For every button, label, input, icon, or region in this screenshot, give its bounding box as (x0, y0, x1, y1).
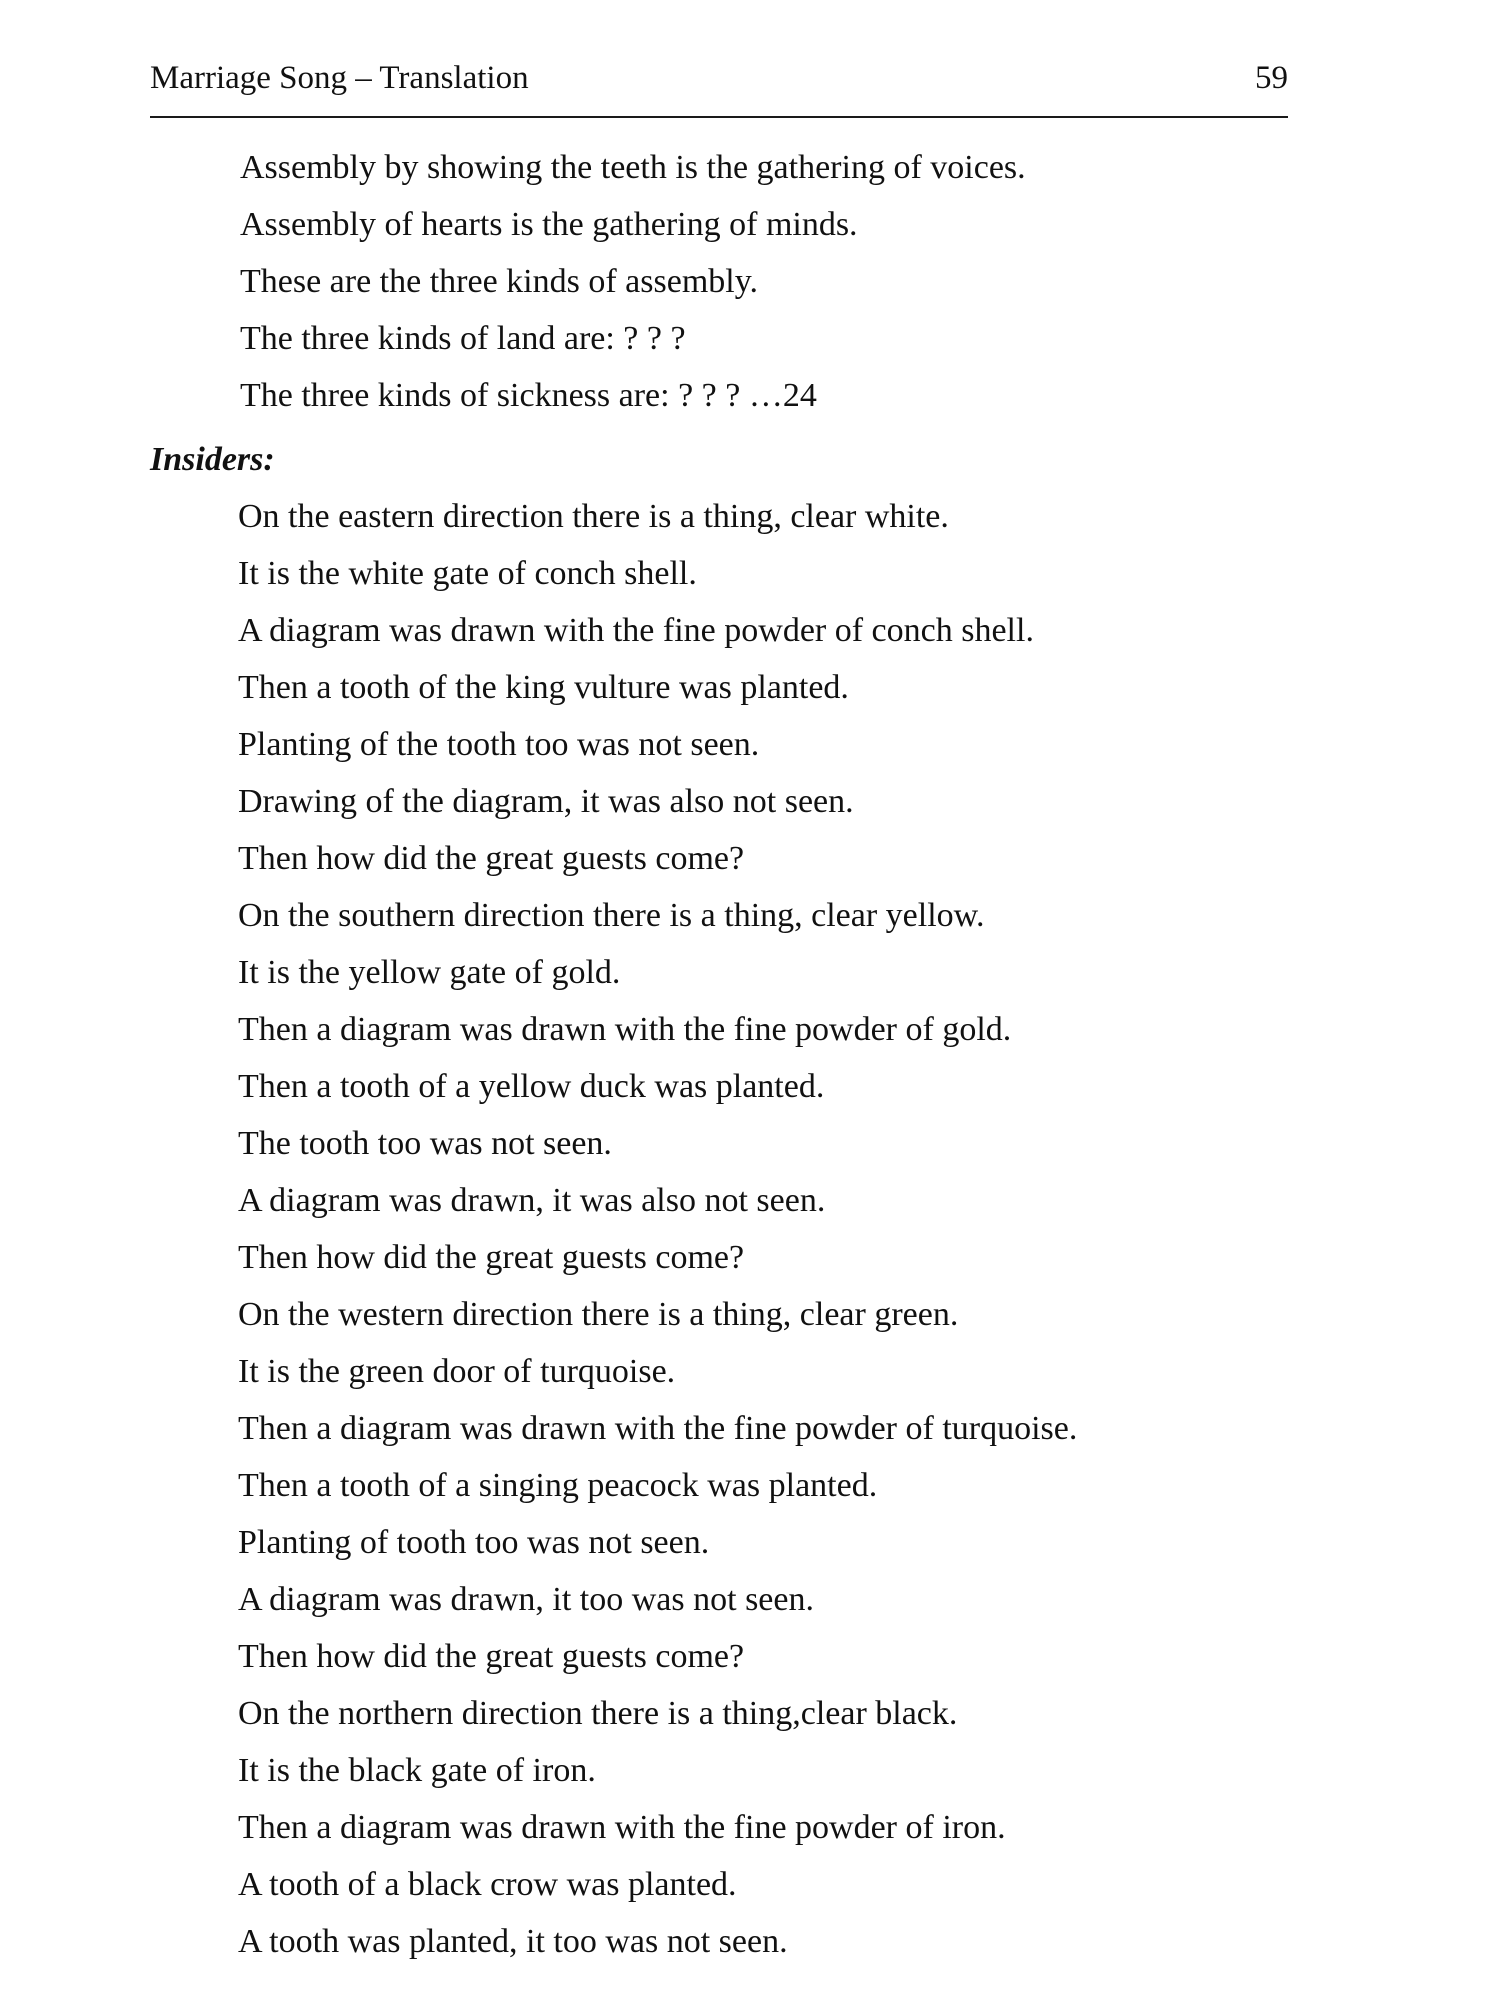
verse-line: Assembly of hearts is the gathering of minds. (240, 206, 858, 243)
opening-stanza (150, 142, 1300, 427)
running-head (150, 54, 1288, 106)
verse-line: A diagram was drawn with the fine powder of conch shell. (238, 612, 1034, 649)
verse-line: Assembly by showing the teeth is the gathering of voices. (240, 149, 1026, 186)
header-rule (150, 116, 1288, 118)
page-number: 59 (1255, 60, 1288, 96)
verse-line: On the eastern direction there is a thing, clear white. (238, 498, 949, 535)
verse-line: A tooth was planted, it too was not seen. (238, 1923, 788, 1960)
verse-line: It is the white gate of conch shell. (238, 555, 697, 592)
verse-line: On the western direction there is a thing, clear green. (238, 1296, 959, 1333)
song-text (150, 142, 1300, 1973)
verse-line: Then a diagram was drawn with the fine powder of turquoise. (238, 1410, 1078, 1447)
stanza-gap (150, 427, 1300, 434)
verse-line: Then a tooth of a yellow duck was planted. (238, 1068, 825, 1105)
verse-line: It is the yellow gate of gold. (238, 954, 621, 991)
verse-line: Then a tooth of the king vulture was planted. (238, 669, 849, 706)
verse-line: The tooth too was not seen. (238, 1125, 612, 1162)
verse-line: Then a diagram was drawn with the fine powder of gold. (238, 1011, 1012, 1048)
verse-line: The three kinds of land are: ? ? ? (240, 320, 686, 357)
verse-line: A tooth of a black crow was planted. (238, 1866, 737, 1903)
verse-line: Then a diagram was drawn with the fine powder of iron. (238, 1809, 1006, 1846)
running-title: Marriage Song – Translation (150, 60, 529, 96)
speaker-label: Insiders: (150, 441, 275, 478)
verse-line: On the southern direction there is a thing, clear yellow. (238, 897, 985, 934)
verse-line: It is the black gate of iron. (238, 1752, 596, 1789)
insiders-stanza (150, 491, 1300, 1973)
verse-line: Planting of tooth too was not seen. (238, 1524, 710, 1561)
verse-line: It is the green door of turquoise. (238, 1353, 676, 1390)
verse-line: Planting of the tooth too was not seen. (238, 726, 760, 763)
verse-line: A diagram was drawn, it was also not seen. (238, 1182, 826, 1219)
verse-line: These are the three kinds of assembly. (240, 263, 759, 300)
verse-line: Drawing of the diagram, it was also not seen. (238, 783, 854, 820)
verse-line: The three kinds of sickness are: ? ? ? …24 (240, 377, 817, 414)
verse-line: A diagram was drawn, it too was not seen. (238, 1581, 814, 1618)
verse-line: On the northern direction there is a thing,clear black. (238, 1695, 958, 1732)
verse-line: Then how did the great guests come? (238, 840, 745, 877)
verse-line: Then a tooth of a singing peacock was planted. (238, 1467, 878, 1504)
verse-line: Then how did the great guests come? (238, 1239, 745, 1276)
verse-line: Then how did the great guests come? (238, 1638, 745, 1675)
